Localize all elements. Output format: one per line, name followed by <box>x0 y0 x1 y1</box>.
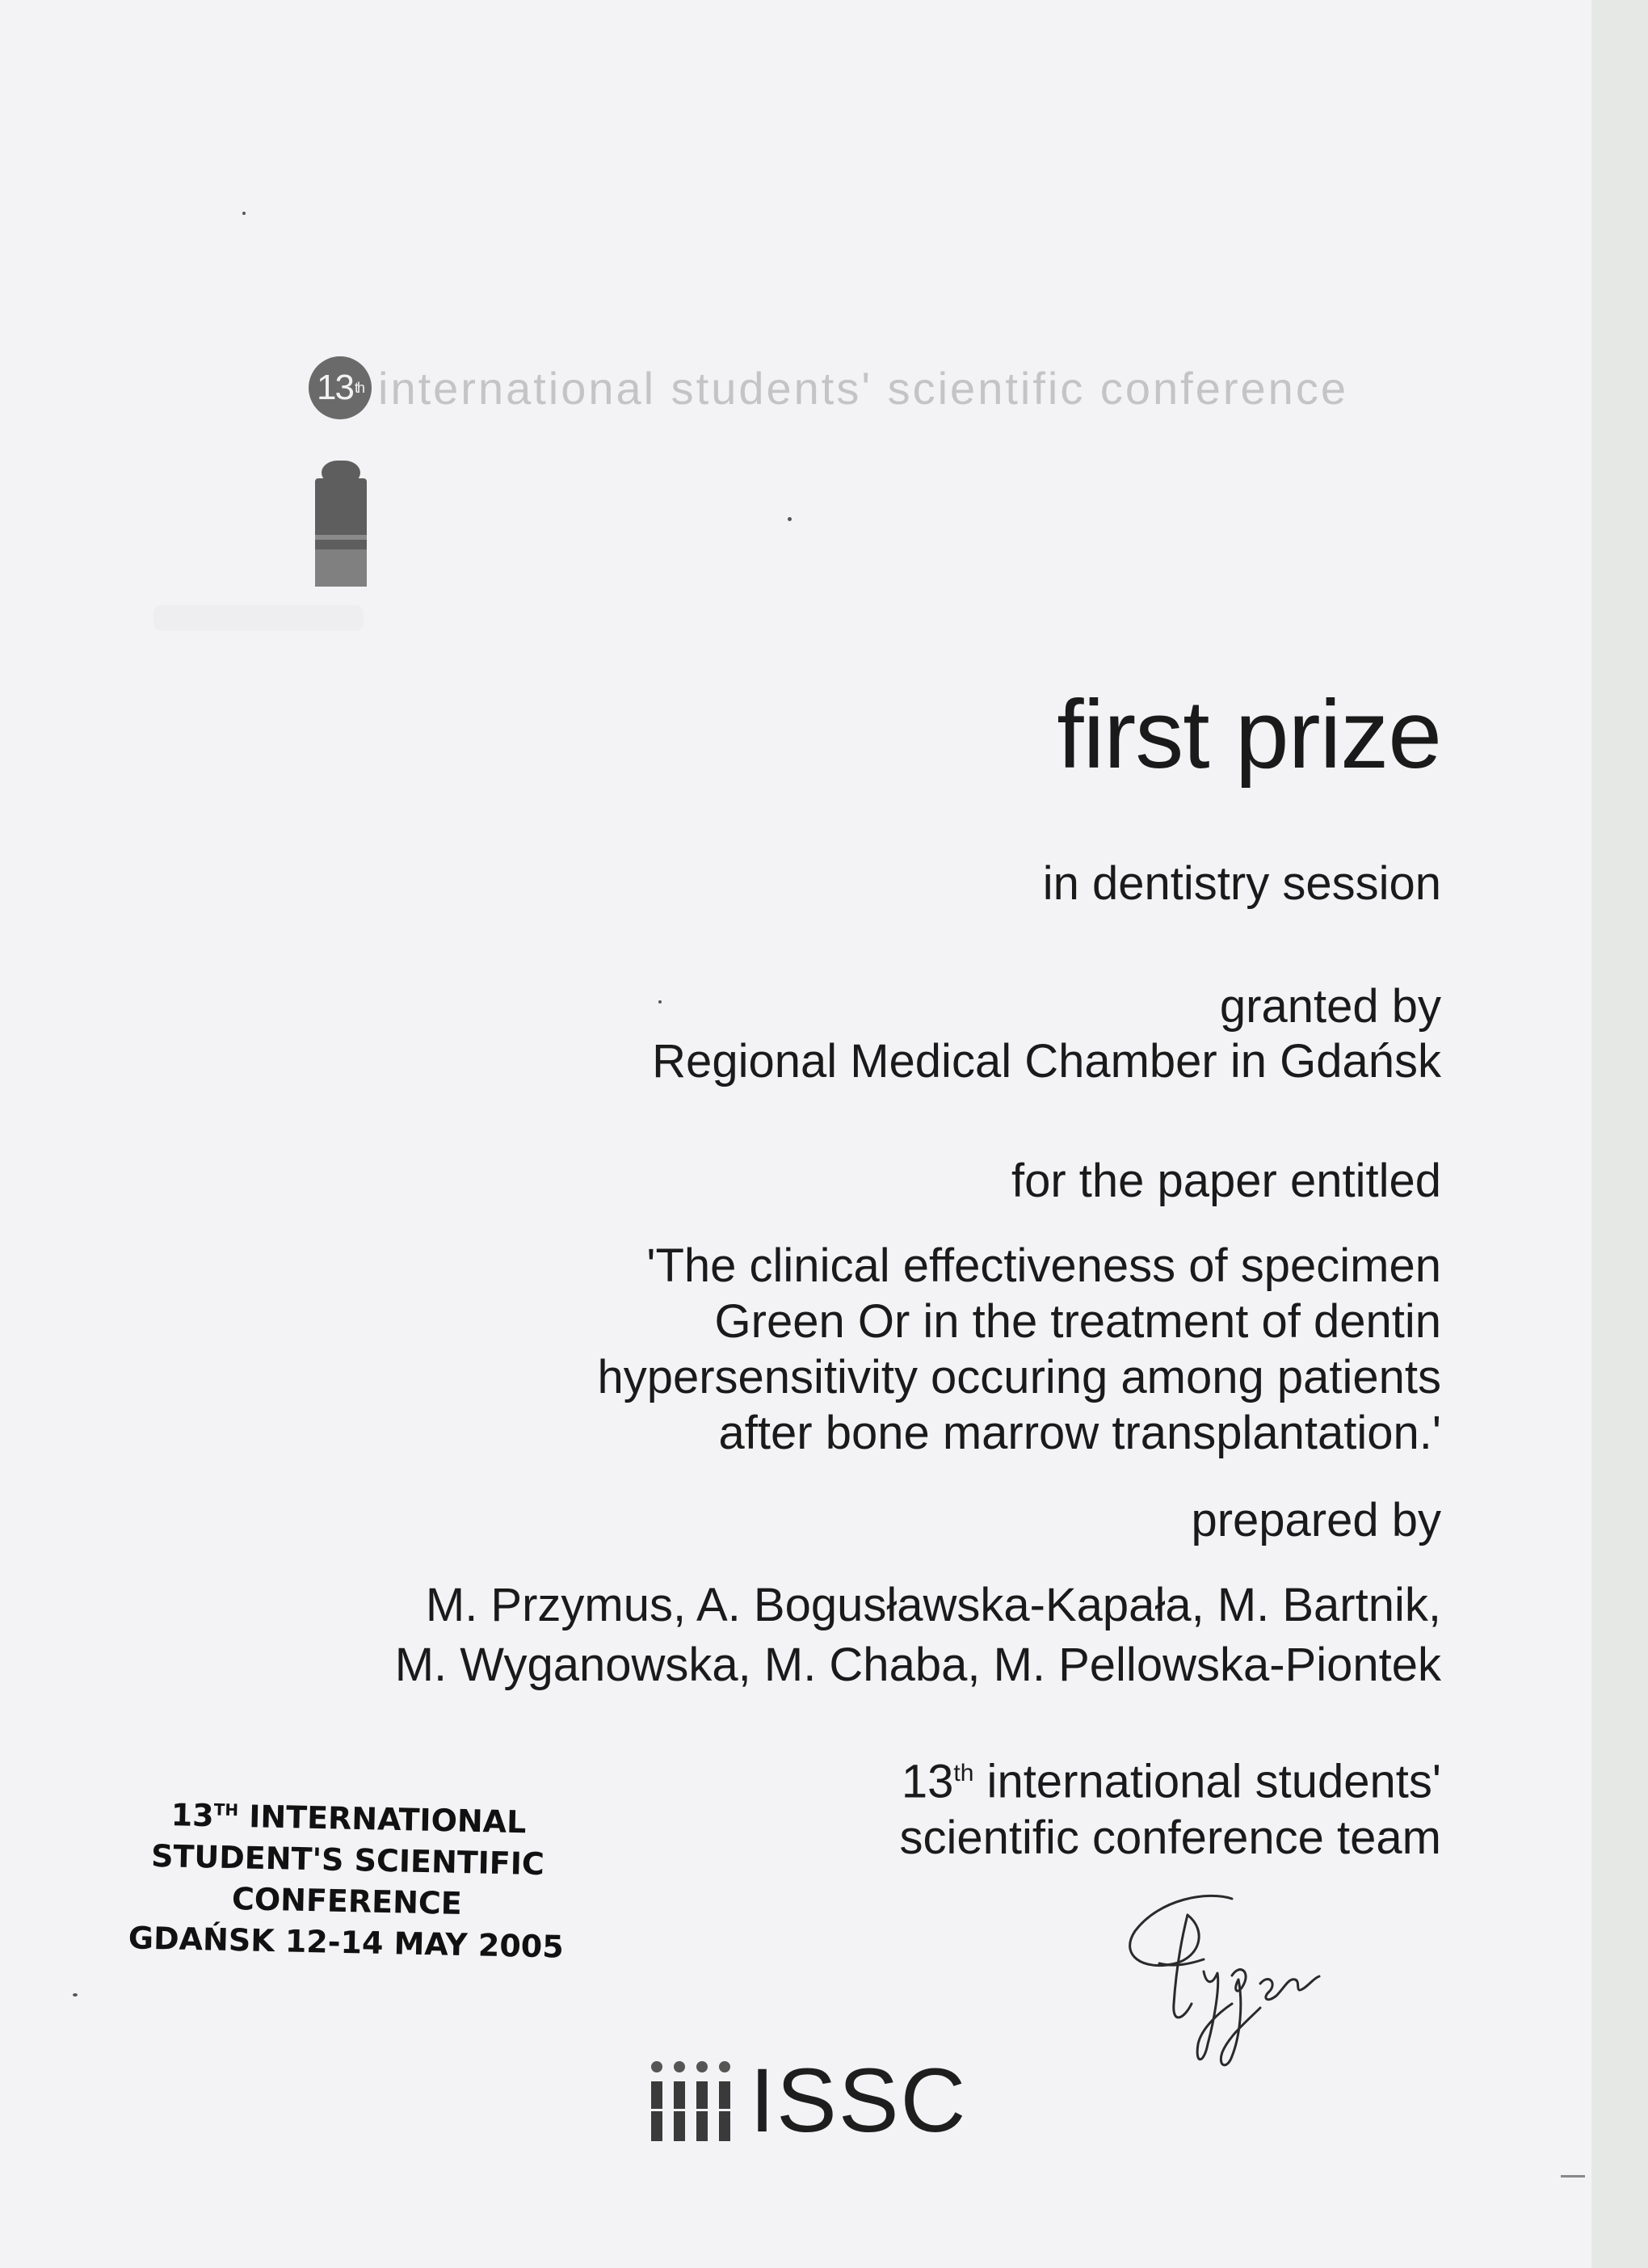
paper-title-line: 'The clinical effectiveness of specimen <box>646 1239 1441 1292</box>
edition-badge <box>309 356 372 419</box>
granted-by-block <box>652 979 1441 1089</box>
badge-number: 13 <box>317 368 353 407</box>
issc-logo <box>646 2050 968 2151</box>
ghost-shape <box>153 605 364 631</box>
badge-suffix: th <box>354 379 364 396</box>
paper-title-line: Green Or in the treatment of dentin <box>714 1295 1441 1348</box>
conference-stamp <box>128 1787 567 1967</box>
stamp-line-4: GDAŃSK 12-14 MAY 2005 <box>128 1920 565 1965</box>
authors-line: M. Wyganowska, M. Chaba, M. Pellowska-Piontek <box>394 1639 1441 1691</box>
issc-logo-bars-icon <box>646 2060 748 2141</box>
granted-by-intro: granted by <box>1219 980 1441 1033</box>
award-title: first prize <box>1057 680 1441 789</box>
stamp-line-2: STUDENT'S SCIENTIFIC <box>150 1837 545 1882</box>
stamp-suffix: TH <box>213 1799 239 1820</box>
authors-line: M. Przymus, A. Bogusławska-Kapała, M. Bartnik, <box>425 1579 1441 1631</box>
conference-header <box>309 362 1348 414</box>
conference-name: international students' scientific conference <box>378 362 1348 414</box>
granted-by-organization: Regional Medical Chamber in Gdańsk <box>652 1035 1441 1088</box>
issc-logo-text: ISSC <box>750 2050 968 2151</box>
paper-speck <box>658 1000 662 1004</box>
award-session: in dentistry session <box>1042 857 1441 910</box>
paper-edge <box>1591 0 1648 2268</box>
team-line-1 <box>899 1745 1441 1810</box>
team-line-2: scientific conference team <box>899 1811 1441 1865</box>
team-suffix: th <box>953 1760 974 1786</box>
prepared-by-intro: prepared by <box>1191 1494 1441 1546</box>
paper-title-line: after bone marrow transplantation.' <box>718 1407 1441 1459</box>
team-number: 13 <box>901 1755 954 1808</box>
paper-speck <box>1561 2175 1585 2178</box>
stamp-line-3: CONFERENCE <box>231 1880 463 1921</box>
paper-title <box>597 1238 1441 1461</box>
team-line-1-rest: international students' <box>973 1755 1441 1808</box>
stamp-line-1 <box>130 1787 567 1844</box>
paper-title-line: hypersensitivity occuring among patients <box>597 1351 1441 1403</box>
organizing-team <box>899 1745 1441 1866</box>
faded-background-text <box>153 600 364 640</box>
stamp-number: 13 <box>170 1797 215 1834</box>
paper-speck <box>73 1993 78 1997</box>
paper-speck <box>242 212 246 215</box>
paper-speck <box>788 517 792 521</box>
conference-figure-icon <box>313 461 368 588</box>
paper-intro: for the paper entitled <box>1011 1155 1441 1207</box>
authors-list <box>395 1576 1441 1695</box>
stamp-line-1-rest: INTERNATIONAL <box>238 1798 527 1841</box>
handwritten-signature <box>1111 1883 1329 2077</box>
